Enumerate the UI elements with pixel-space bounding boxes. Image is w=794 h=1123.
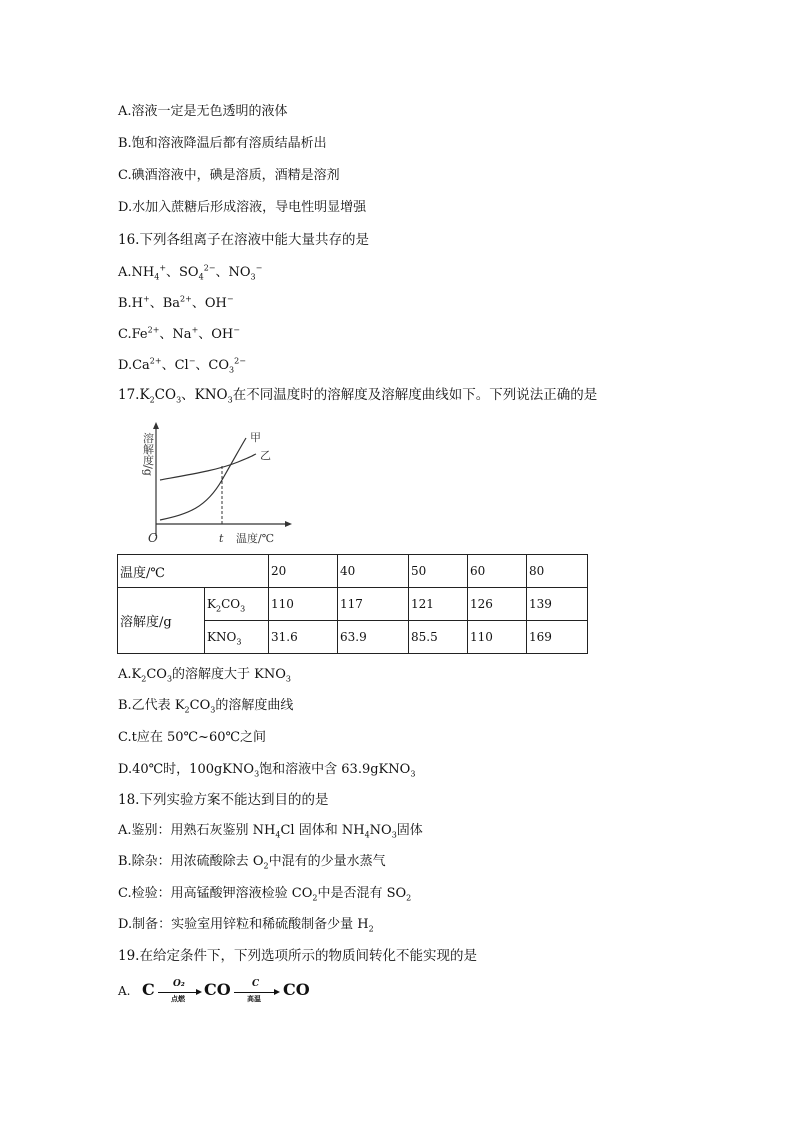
table-cell: 80 [527,555,588,588]
y-axis-arrow [153,422,159,429]
q15-option-c: C.碘酒溶液中，碘是溶质，酒精是溶剂 [118,168,340,183]
species-co: CO [204,980,231,999]
q15-option-a: A.溶液一定是无色透明的液体 [118,104,288,119]
reagent-o2: O₂ [173,979,185,989]
y-axis-label: 溶解度/g [141,432,155,476]
table-cell: 50 [409,555,468,588]
t-label: t [219,532,224,545]
q15-option-b: B.饱和溶液降温后都有溶质结晶析出 [118,136,327,151]
solubility-header: 溶解度/g [118,588,205,654]
table-cell: 121 [409,588,468,621]
q16-option-b: B.H+、$Ba^{2+}$、OH− [118,294,234,311]
table-cell: 20 [269,555,338,588]
curve-yi [160,454,256,480]
table-cell: 126 [468,588,527,621]
table-cell: 169 [527,621,588,654]
q17-option-c: C.t应在 50℃~60℃之间 [118,730,267,745]
table-cell: 110 [468,621,527,654]
table-row [118,555,588,588]
reaction-arrow [234,992,278,993]
option-label: A. [118,984,131,998]
kno3-label: $KNO_3$ [205,621,269,654]
origin-label: O [148,531,158,545]
q19-option-a [118,978,358,1008]
table-cell: 31.6 [269,621,338,654]
curve-jia [160,438,246,520]
condition-high-temp: 高温 [247,994,261,1003]
q17-option-b: B.乙代表 $K_2CO_3$的溶解度曲线 [118,698,294,715]
reagent-c: C [252,979,260,989]
table-cell: 139 [527,588,588,621]
x-axis-label: 温度/℃ [236,532,275,545]
solubility-curve-figure [118,418,298,548]
table-cell: 60 [468,555,527,588]
species-co-product: CO [283,980,310,999]
table-cell: 117 [338,588,409,621]
curve-yi-label: 乙 [260,449,271,462]
solubility-table [117,554,588,654]
q18-option-c: C.检验：用高锰酸钾溶液检验 $CO_2$中是否混有 $SO_2$ [118,886,412,903]
q16-option-a: $A.NH_4^+$、$SO_4^{2-}$、$NO_3^-$ [118,263,263,282]
species-c: C [142,980,155,999]
k2co3-label: $K_2CO_3$ [205,588,269,621]
condition-ignite: 点燃 [171,994,185,1003]
q16-option-d: $D.Ca^{2+}$、Cl−、$CO_3^{2-}$ [118,356,246,375]
q16-stem: 16.下列各组离子在溶液中能大量共存的是 [118,232,369,248]
table-cell: 110 [269,588,338,621]
table-cell: 85.5 [409,621,468,654]
q18-stem: 18.下列实验方案不能达到目的的是 [118,792,329,808]
q19-stem: 19.在给定条件下，下列选项所示的物质间转化不能实现的是 [118,948,477,964]
curve-jia-label: 甲 [250,431,261,444]
q16-option-c: $C.Fe^{2+}$、Na+、OH− [118,325,240,342]
table-cell: 63.9 [338,621,409,654]
q18-option-d: D.制备：实验室用锌粒和稀硫酸制备少量 $H_2$ [118,917,374,934]
x-axis-arrow [285,521,292,527]
q15-option-d: D.水加入蔗糖后形成溶液，导电性明显增强 [118,200,367,215]
q17-option-d: D.40℃时，100gKNO$_3$饱和溶液中含 63.9gKNO$_3$ [118,762,416,779]
temp-header: 温度/℃ [118,555,269,588]
q18-option-b: B.除杂：用浓硫酸除去 $O_2$中混有的少量水蒸气 [118,854,386,871]
table-cell: 40 [338,555,409,588]
q17-stem: $17.K_2CO_3$、$KNO_3$在不同温度时的溶解度及溶解度曲线如下。下列说法正确的是 [118,387,598,405]
q18-option-a: A.鉴别：用熟石灰鉴别 $NH_4Cl$ 固体和 $NH_4NO_3$固体 [118,823,423,840]
table-row [118,588,588,621]
q17-option-a: $A.K_2CO_3$的溶解度大于 $KNO_3$ [118,667,292,684]
reaction-arrow [158,992,200,993]
